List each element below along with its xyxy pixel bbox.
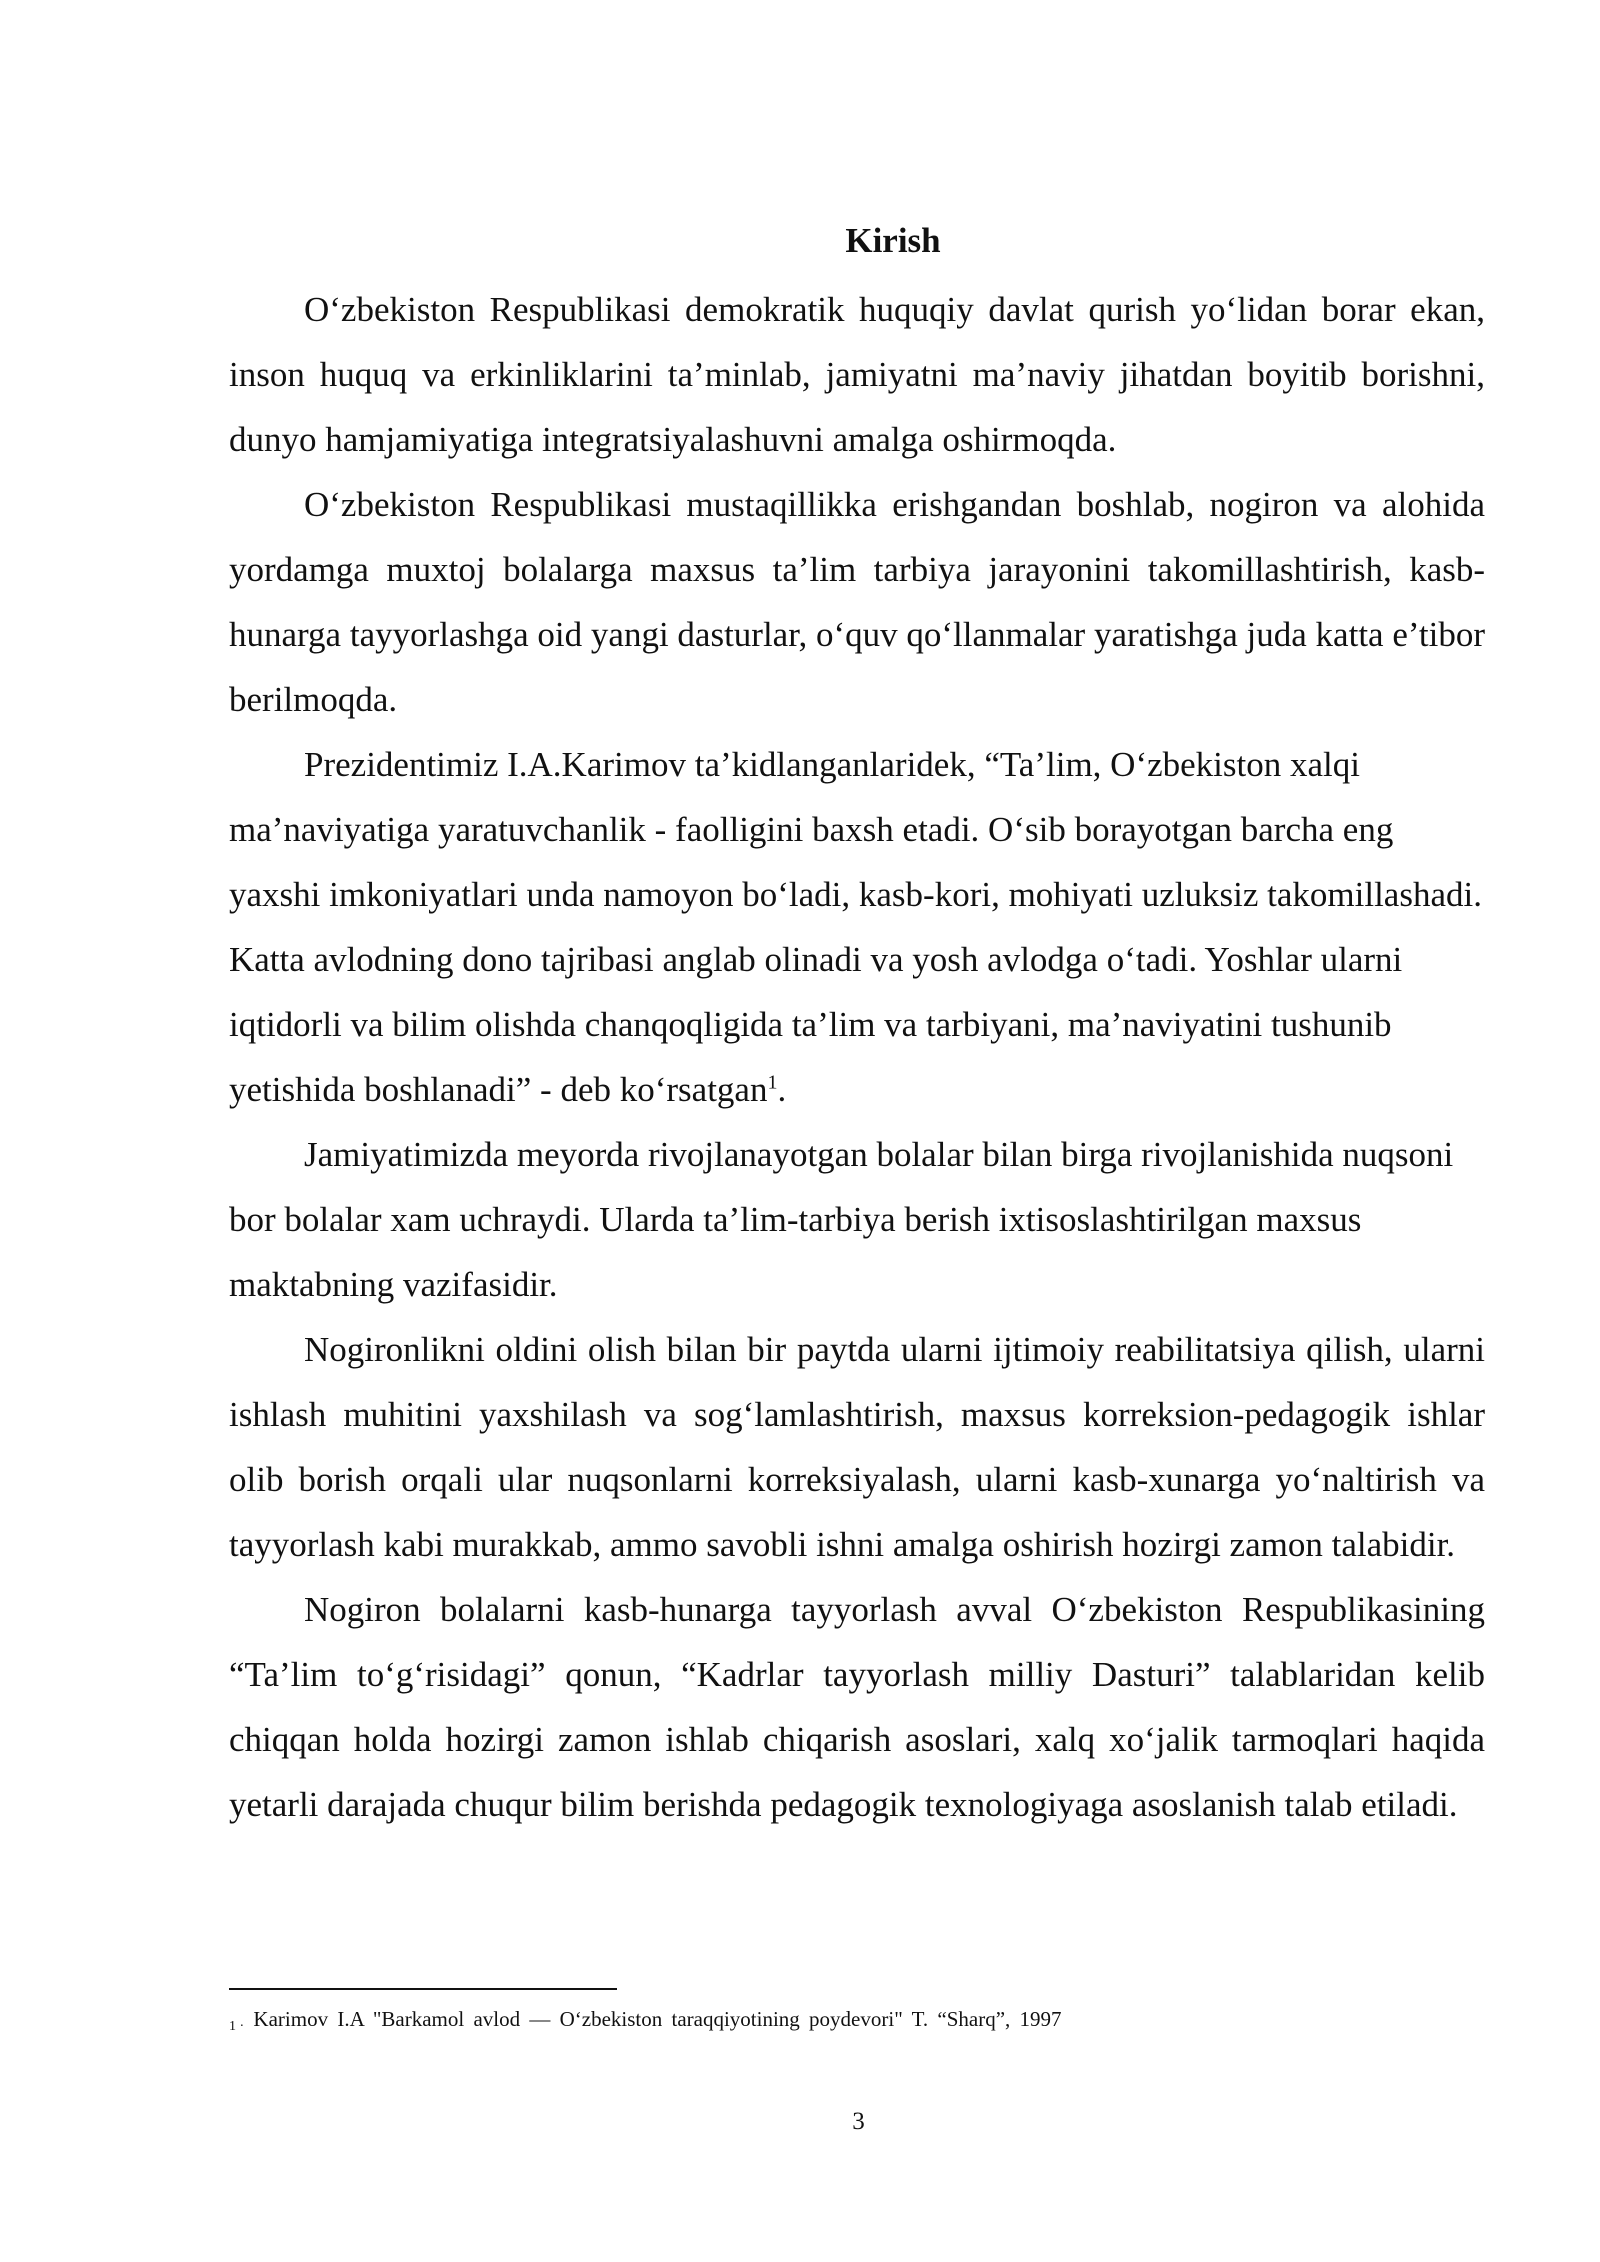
footnote-mark: 1 · [229,2019,245,2034]
page-number: 3 [852,2108,865,2135]
paragraph-2: O‘zbekiston Respublikasi mustaqillikka erishgandan boshlab, nogiron va alohida yordamga muxtoj bolalarga maxsus ta’lim tarbiya jarayonini takomillashtirish, kasb-hunarga tayyorlashga oid yangi dasturlar, o‘quv qo‘llanmalar yaratishga juda katta e’tibor berilmoqda. [229,485,1485,719]
document-title: Kirish [845,221,941,260]
paragraph-5: Nogironlikni oldini olish bilan bir paytda ularni ijtimoiy reabilitatsiya qilish, ularni ishlash muhitini yaxshilash va sog‘lamlashtirish, maxsus korreksion-pedagogik ishlar olib borish orqali ular nuqsonlarni korreksiyalash, ularni kasb-xunarga yo‘naltirish va tayyorlash kabi murakkab, ammo savobli ishni amalga oshirish hozirgi zamon talabidir. [229,1330,1485,1564]
paragraph-3 [229,732,1485,1122]
document-body [229,215,1485,1837]
footnote-text: Karimov I.A "Barkamol avlod — O‘zbekiston taraqqiyotining poydevori" T. “Sharq”, 1997 [253,2007,1062,2031]
paragraph-3-end: . [777,1070,787,1109]
paragraph-6: Nogiron bolalarni kasb-hunarga tayyorlash avval O‘zbekiston Respublikasining “Ta’lim to‘g‘risidagi” qonun, “Kadrlar tayyorlash milliy Dasturi” talablaridan kelib chiqqan holda hozirgi zamon ishlab chiqarish asoslari, xalq xo‘jalik tarmoqlari haqida yetarli darajada chuqur bilim berishda pedagogik texnologiyaga asoslanish talab etiladi. [229,1590,1485,1824]
paragraph-1: O‘zbekiston Respublikasi demokratik huquqiy davlat qurish yo‘lidan borar ekan, inson huquq va erkinliklarini ta’minlab, jamiyatni ma’naviy jihatdan boyitib borishni, dunyo hamjamiyatiga integratsiyalashuvni amalga oshirmoqda. [229,290,1485,459]
paragraph-4: Jamiyatimizda meyorda rivojlanayotgan bolalar bilan birga rivojlanishida nuqsoni bor bolalar xam uchraydi. Ularda ta’lim-tarbiya berish ixtisoslashtirilgan maxsus maktabning vazifasidir. [229,1135,1454,1304]
footnote-reference[interactable]: 1 [767,1071,778,1094]
footnote-separator [229,1988,617,1990]
paragraph-3-text: Prezidentimiz I.A.Karimov ta’kidlanganlaridek, “Ta’lim, O‘zbekiston xalqi ma’naviyatiga yaratuvchanlik - faolligini baxsh etadi. O‘sib borayotgan barcha eng yaxshi imkoniyatlari unda namoyon bo‘ladi, kasb-kori, mohiyati uzluksiz takomillashadi. Katta avlodning dono tajribasi anglab olinadi va yosh avlodga o‘tadi. Yoshlar ularni iqtidorli va bilim olishda chanqoqligida ta’lim va tarbiyani, ma’naviyatini tushunib yetishida boshlanadi” - deb ko‘rsatgan [229,745,1482,1109]
footnote [229,2004,1485,2042]
